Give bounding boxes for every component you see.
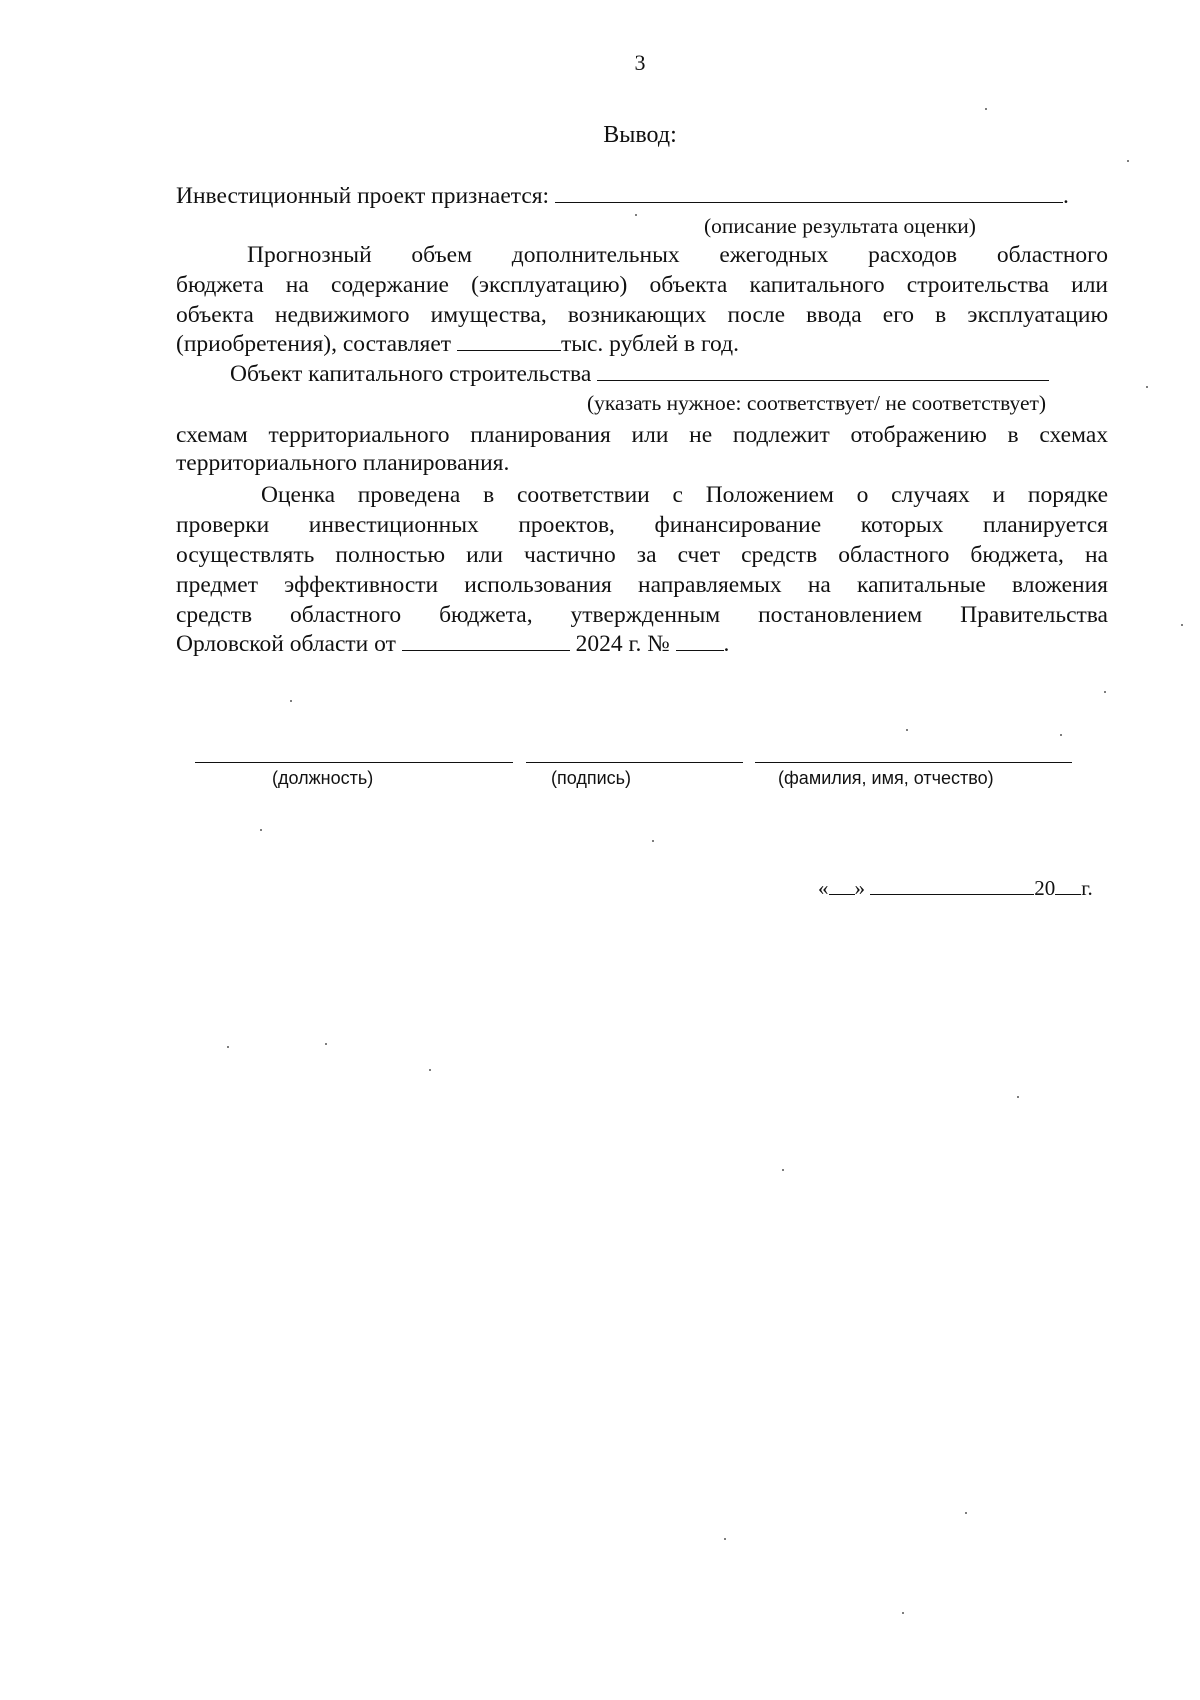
result-blank xyxy=(555,182,1063,203)
scan-speck xyxy=(1127,160,1129,162)
assessment-line-5: средств областного бюджета, утвержденным постановлением Правительства xyxy=(176,602,1108,628)
page-number: 3 xyxy=(634,50,646,75)
result-label: Инвестиционный проект признается: xyxy=(176,183,550,209)
scan-speck xyxy=(782,1169,784,1171)
scan-speck xyxy=(1146,386,1148,388)
result-hint: (описание результата оценки) xyxy=(704,214,976,238)
construction-line-1: схемам территориального планирования или не подлежит отображению в схемах xyxy=(176,422,1108,448)
result-row xyxy=(176,182,1069,210)
date-open-quote: « xyxy=(818,876,829,900)
construction-blank xyxy=(597,360,1049,381)
position-signature-line xyxy=(195,762,513,763)
signature-line xyxy=(526,762,743,763)
name-caption: (фамилия, имя, отчество) xyxy=(778,768,994,788)
signature-caption: (подпись) xyxy=(551,768,632,788)
expenses-amount-blank xyxy=(457,330,561,351)
resolution-date-blank xyxy=(402,630,570,651)
construction-hint: (указать нужное: соответствует/ не соответствует) xyxy=(587,391,1047,415)
assessment-line-1: Оценка проведена в соответствии с Положением о случаях и порядке xyxy=(261,482,1108,508)
expenses-amount-label: (приобретения), составляет xyxy=(176,331,452,357)
expenses-line-2: бюджета на содержание (эксплуатацию) объекта капитального строительства или xyxy=(176,272,1108,298)
construction-label: Объект капитального строительства xyxy=(230,361,592,387)
scan-speck xyxy=(965,1512,967,1514)
expenses-line-1: Прогнозный объем дополнительных ежегодных расходов областного xyxy=(247,242,1108,268)
expenses-line-4 xyxy=(176,330,739,358)
resolution-year-number-label: 2024 г. № xyxy=(575,631,670,657)
resolution-date-label: Орловской области от xyxy=(176,631,396,657)
scan-speck xyxy=(902,1612,904,1614)
construction-row xyxy=(230,360,1049,388)
assessment-line-2: проверки инвестиционных проектов, финансирование которых планируется xyxy=(176,512,1108,538)
year-blank xyxy=(1055,876,1081,895)
conclusion-heading: Вывод: xyxy=(603,122,677,148)
assessment-line-3: осуществлять полностью или частично за счет средств областного бюджета, на xyxy=(176,542,1108,568)
resolution-number-blank xyxy=(676,630,724,651)
date-row xyxy=(818,876,1093,901)
day-blank xyxy=(829,876,855,895)
name-signature-line xyxy=(755,762,1072,763)
scan-speck xyxy=(906,729,908,731)
scan-speck xyxy=(290,700,292,702)
scan-speck xyxy=(1104,691,1106,693)
expenses-line-3: объекта недвижимого имущества, возникающих после ввода его в эксплуатацию xyxy=(176,302,1108,328)
position-caption: (должность) xyxy=(272,768,374,788)
scan-speck xyxy=(227,1046,229,1048)
scan-speck xyxy=(985,108,987,110)
scan-speck xyxy=(325,1043,327,1045)
assessment-line-4: предмет эффективности использования направляемых на капитальные вложения xyxy=(176,572,1108,598)
scan-speck xyxy=(1017,1096,1019,1098)
result-end-mark: . xyxy=(1062,183,1069,209)
assessment-line-6 xyxy=(176,630,729,658)
scan-speck xyxy=(635,214,637,216)
scan-speck xyxy=(652,840,654,842)
scan-speck xyxy=(429,1069,431,1071)
resolution-end-mark: . xyxy=(723,631,730,657)
construction-line-2: территориального планирования. xyxy=(176,450,510,476)
scan-speck xyxy=(1060,734,1062,736)
month-blank xyxy=(870,876,1034,895)
date-century: 20 xyxy=(1034,876,1056,900)
scan-speck xyxy=(260,829,262,831)
scan-speck xyxy=(1181,624,1183,626)
date-close-quote: » xyxy=(854,876,865,900)
scan-speck xyxy=(724,1538,726,1540)
expenses-amount-unit: тыс. рублей в год. xyxy=(560,331,739,357)
date-year-suffix: г. xyxy=(1081,876,1093,900)
